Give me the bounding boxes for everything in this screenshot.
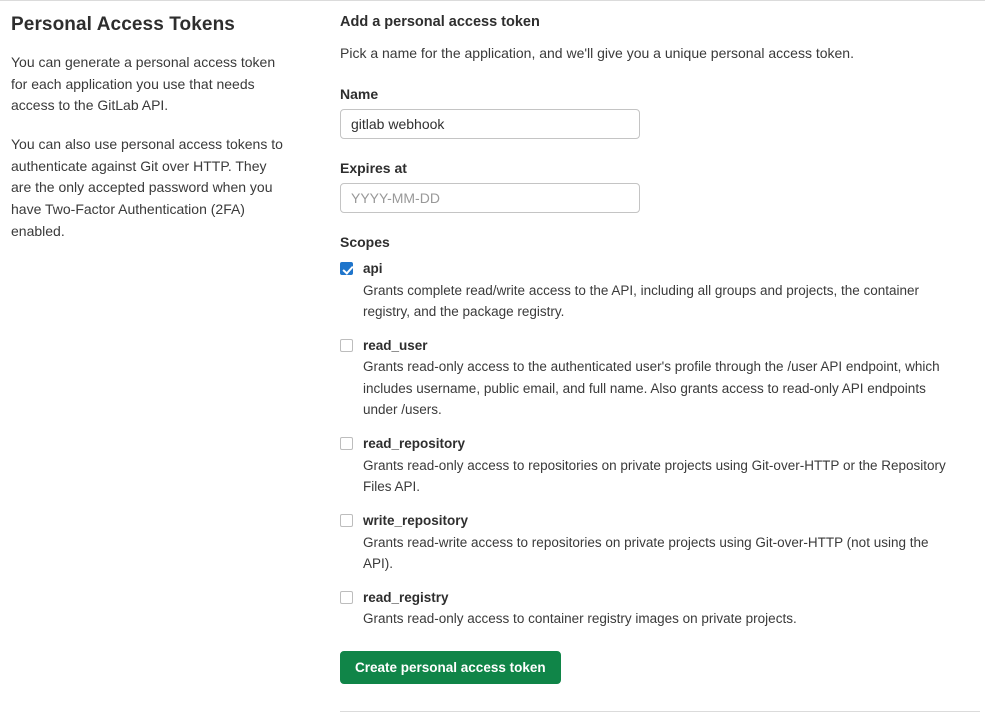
scope-checkbox-read-user[interactable]	[340, 339, 353, 352]
name-field-group	[340, 86, 952, 139]
name-label: Name	[340, 86, 379, 102]
expires-at-input[interactable]	[340, 183, 640, 213]
form-title: Add a personal access token	[340, 14, 540, 30]
scope-checkbox-read-repository[interactable]	[340, 437, 353, 450]
scope-row	[340, 512, 952, 574]
top-divider	[0, 0, 985, 1]
scope-description: Grants read-only access to the authenticated user's profile through the /user API endpoint, which includes username, public email, and full name. Also grants access to read-only API endpoints under /users.	[363, 359, 940, 417]
scope-name: read_repository	[363, 436, 466, 452]
form-subtitle: Pick a name for the application, and we'll give you a unique personal access token.	[340, 45, 854, 61]
scope-row	[340, 435, 952, 497]
scope-name: read_registry	[363, 589, 449, 605]
scope-name: write_repository	[363, 512, 469, 528]
bottom-divider	[340, 711, 980, 712]
scope-name: read_user	[363, 337, 428, 353]
expires-field-group	[340, 160, 952, 213]
scope-row	[340, 337, 952, 420]
scope-description: Grants read-only access to repositories on private projects using Git-over-HTTP or the Repository Files API.	[363, 457, 946, 494]
scopes-section	[340, 234, 952, 630]
scope-row	[340, 589, 952, 630]
name-input[interactable]	[340, 109, 640, 139]
info-paragraph-2: You can also use personal access tokens to authenticate against Git over HTTP. They are the only accepted password when you have Two-Factor Authentication (2FA) enabled.	[11, 136, 283, 239]
scope-description: Grants read-write access to repositories on private projects using Git-over-HTTP (not using the API).	[363, 534, 929, 571]
scope-checkbox-read-registry[interactable]	[340, 591, 353, 604]
info-column	[0, 14, 312, 712]
create-personal-access-token-button[interactable]: Create personal access token	[340, 651, 561, 684]
scopes-label: Scopes	[340, 234, 390, 250]
token-form-column	[312, 14, 952, 712]
expires-at-label: Expires at	[340, 160, 407, 176]
scope-name: api	[363, 261, 383, 276]
scope-checkbox-write-repository[interactable]	[340, 514, 353, 527]
scope-description: Grants complete read/write access to the API, including all groups and projects, the container registry, and the package registry.	[363, 282, 920, 319]
scope-row	[340, 260, 952, 322]
info-paragraph-1: You can generate a personal access token for each application you use that needs access to the GitLab API.	[11, 54, 276, 114]
scope-description: Grants read-only access to container registry images on private projects.	[363, 611, 797, 627]
page-title: Personal Access Tokens	[11, 14, 235, 35]
scope-checkbox-api[interactable]	[340, 262, 353, 275]
